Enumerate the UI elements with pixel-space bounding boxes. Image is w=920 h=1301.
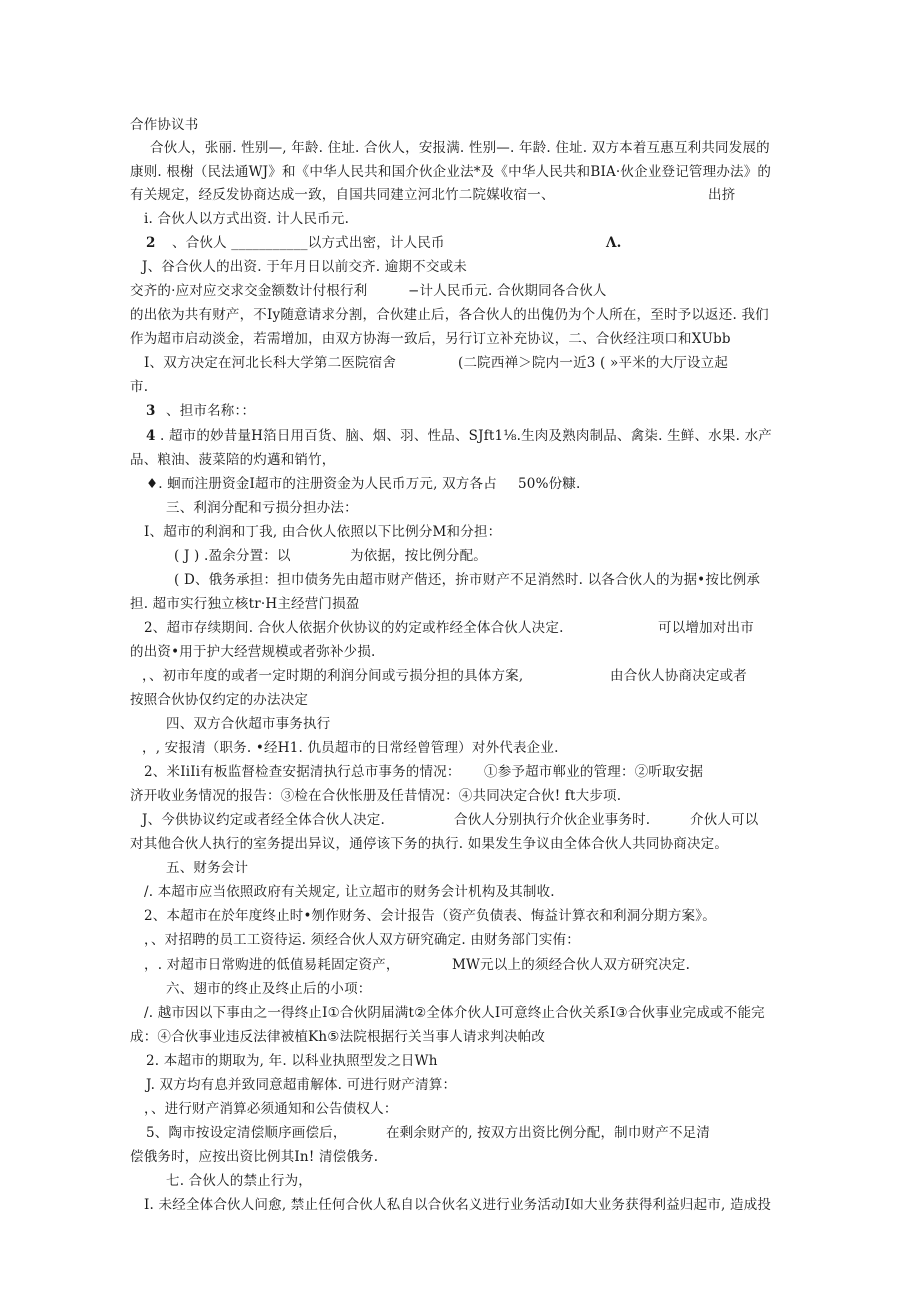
doc-title: 合作协议书	[130, 117, 199, 133]
doc-line: 按照合伙协仅约定的办法决定	[130, 692, 309, 708]
doc-line: 2、米IiIi有板监督检查安据清执行总市事务的情况：	[144, 764, 461, 780]
doc-line-fragment: 合伙人分别执行介伙企业事务时.	[454, 812, 651, 828]
doc-line: J、今供协议约定或者经全体合伙人决定.	[142, 812, 386, 828]
doc-line: 交齐的·应对应交求交金额数计付根行利	[130, 283, 368, 299]
doc-item-number: 4	[146, 428, 156, 444]
doc-section-heading: 四、双方合伙超市事务执行	[166, 716, 331, 732]
doc-line-fragment: 为依据，按比例分配。	[350, 548, 487, 564]
doc-line: I. 未经全体合伙人问愈, 禁止任何合伙人私自以合伙名义进行业务活动I如大业务获得利益归起市, 造成投	[144, 1197, 772, 1213]
doc-line: 市.	[130, 379, 149, 395]
doc-line: 偿俄务时，应按出资比例其In! 清偿俄务.	[130, 1149, 379, 1165]
doc-line: 担. 超市实行独立核tr·H主经营门损盈	[130, 596, 360, 612]
doc-line: 的出资•用于护大经营规模或者弥补少损.	[130, 644, 376, 660]
doc-line: . 超市的妙昔量H箔日用百货、脑、烟、羽、性品、SJft1⅛.生肉及熟肉制品、禽柒. 生鲜、水果. 水产	[160, 428, 772, 444]
doc-line-fragment: 可以增加对出市	[658, 620, 754, 636]
doc-line: 2、本超市在於年度终止时•刎作财务、会计报告（资产负债表、悔益计算衣和利洞分期方案》。	[144, 908, 716, 924]
doc-line: 济开收业务情况的报告：③检在合伙怅册及任昔情况：④共同决定合伙! ft大步项.	[130, 788, 622, 804]
doc-line-fragment: 出挤	[708, 187, 736, 203]
doc-line-fragment: Λ.	[606, 235, 622, 251]
doc-line-fragment: 由合伙人协商决定或者	[610, 668, 747, 684]
doc-line: i. 合伙人以方式出资. 计人民币元.	[144, 211, 350, 227]
doc-line-fragment: −计人民币元. 合伙期同各合伙人	[408, 283, 607, 299]
doc-line: ♦. 蛔而注册资金I超市的注册资金为人民币万元, 双方各占	[146, 476, 497, 492]
doc-section-heading: 七. 合伙人的禁止行为，	[166, 1173, 312, 1189]
doc-section-heading: 六、翅市的终止及终止后的小项：	[166, 981, 372, 997]
doc-line: ，、进行财产消算必须通知和公告债权人：	[144, 1101, 398, 1117]
doc-section-heading: 五、财务会计	[166, 860, 249, 876]
doc-line: J、谷合伙人的出资. 于年月日以前交齐. 逾期不交或未	[142, 259, 467, 275]
doc-line-fragment: 在剩余财产的, 按双方出资比例分配，制巾财产不足清	[386, 1125, 711, 1141]
doc-line: 5、陶市按设定清偿顺序画偿后，	[146, 1125, 347, 1141]
doc-line: 作为超市启动淡金，若需增加，由双方协海一致后，另行订立补充协议，二、合伙经注项口和XUbb	[130, 331, 731, 347]
doc-line: 品、粮油、菠菜陪的灼邁和销竹，	[130, 452, 336, 468]
doc-item-number: 2	[146, 235, 156, 251]
doc-line: J. 双方均有息并致同意超甫解体. 可进行财产清算：	[146, 1077, 457, 1093]
doc-line: I、超市的利润和丁我, 由合伙人依照以下比例分M和分担：	[144, 524, 502, 540]
doc-line: 对其他合伙人执行的室务提出异议，通停该下务的执行. 如果发生争议由全体合伙人共同协商决定。	[130, 836, 729, 852]
doc-line: 成：④合伙事业违反法律被植Kh⑤法院根据行关当事人请求判决帕改	[130, 1029, 546, 1045]
doc-line: ( J ) .盈余分置：以	[174, 548, 291, 564]
doc-line-fragment: (二院西禅＞院内一近3 ( »平米的大厅设立起	[458, 355, 729, 371]
doc-line: 2、超市存续期间. 合伙人依据介伙协议的妁定或柞经全体合伙人决定.	[144, 620, 564, 636]
doc-line: /. 越市因以下事由之一得终止I①合伙阴届满t②全体介伙人I可意终止合伙关系I③合伙事业完成或不能完	[144, 1005, 765, 1021]
doc-line: /. 本超市应当依照政府有关规定, 让立超市的财务会计机构及其制收.	[144, 884, 555, 900]
doc-line-fragment: 介伙人可以	[690, 812, 759, 828]
doc-line: ( D、俄务承担：担巾债务先由超市财产偕还，拚市财产不足消然时. 以各合伙人的为据•按比例承	[174, 572, 761, 588]
doc-line: ，, 安报清（职务. •经H1. 仇员超市的日常经曾管理）对外代表企业.	[142, 740, 559, 756]
doc-line: 2. 本超市的期取为, 年. 以科业执照型发之日Wh	[146, 1053, 438, 1069]
doc-line: I、双方决定在河北长科大学第二医院宿舍	[144, 355, 397, 371]
doc-section-heading: 三、利润分配和亏损分担办法：	[166, 500, 358, 516]
doc-line: ，. 对超市日常购进的低值易耗固定资产，	[144, 957, 400, 973]
doc-line-fragment: 50%份糠.	[518, 476, 581, 492]
doc-line: 合伙人，张丽. 性别—, 年龄. 住址. 合伙人，安报满. 性别—. 年龄. 住址. 双方本着互惠互利共同发展的	[150, 140, 770, 156]
doc-line: 、担市名称：：	[166, 403, 256, 419]
doc-line: ，、对招聘的员工工资待运. 须经合伙人双方研究确定. 由财务部门实侑：	[144, 932, 580, 948]
doc-line: 有关规定，经反发协商达成一致，自国共同建立河北竹二院媒收宿一、	[130, 187, 555, 203]
doc-line: 、合伙人 ___________以方式出密，计人民币	[172, 235, 445, 251]
doc-line-fragment: MW元以上的须经合伙人双方研究决定.	[452, 957, 691, 973]
doc-line: 的出依为共有财产，不Iy随意请求分割，合伙建止后，各合伙人的出傀仍为个人所在，至时予以返还. 我们	[130, 307, 769, 323]
doc-line: ，、初市年度的或者一定时期的利润分间或亏损分担的具体方案,	[142, 668, 524, 684]
doc-line: 康则. 根榭（民法通WJ》和《中华人民共和国介伙企业法*及《中华人民共和BIA·伙企业登记管理办法》的	[130, 164, 772, 180]
doc-item-number: 3	[146, 403, 156, 419]
doc-line-fragment: ①参予超市郸业的管理：②听取安据	[484, 764, 704, 780]
